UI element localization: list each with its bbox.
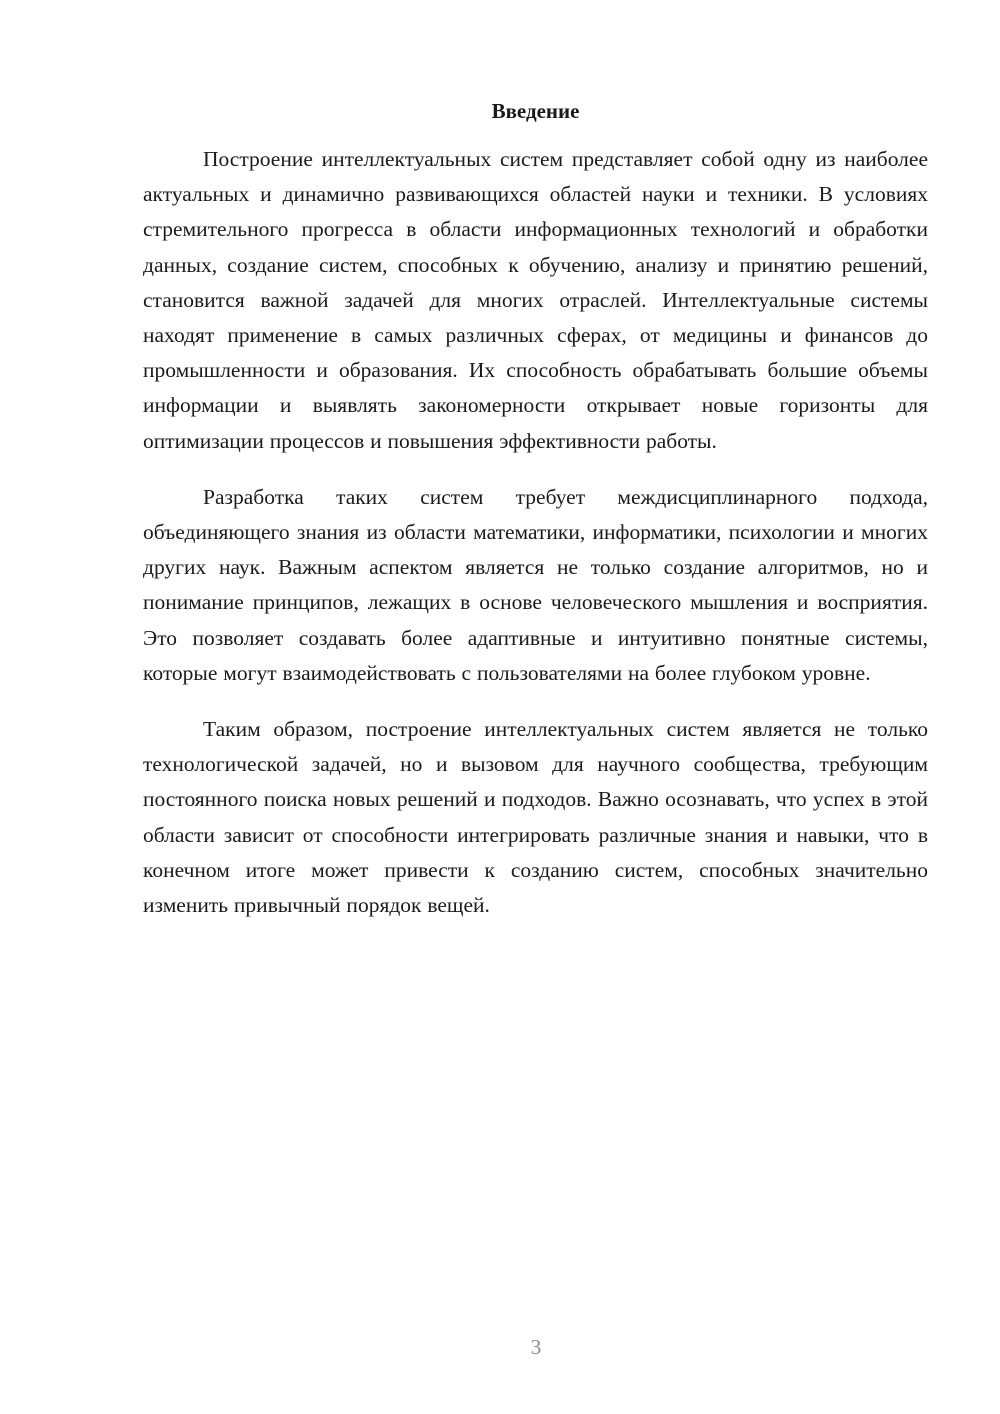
page-number: 3 (530, 1335, 542, 1359)
paragraph-1: Построение интеллектуальных систем представляет собой одну из наиболее актуальных и динамично развивающихся областей науки и техники. В условиях стремительного прогресса в области информационных технологий и обработки данных, создание систем, способных к обучению, анализу и принятию решений, становится важной задачей для многих отраслей. Интеллектуальные системы находят применение в самых различных сферах, от медицины и финансов до промышленности и образования. Их способность обрабатывать большие объемы информации и выявлять закономерности открывает новые горизонты для оптимизации процессов и повышения эффективности работы. (143, 147, 928, 453)
document-body (143, 142, 928, 923)
page-title: Введение (491, 99, 580, 123)
paragraph-2: Разработка таких систем требует междисциплинарного подхода, объединяющего знания из области математики, информатики, психологии и многих других наук. Важным аспектом является не только создание алгоритмов, но и понимание принципов, лежащих в основе человеческого мышления и восприятия. Это позволяет создавать более адаптивные и интуитивно понятные системы, которые могут взаимодействовать с пользователями на более глубоком уровне. (143, 484, 928, 685)
paragraph-3: Таким образом, построение интеллектуальных систем является не только технологической задачей, но и вызовом для научного сообщества, требующим постоянного поиска новых решений и подходов. Важно осознавать, что успех в этой области зависит от способности интегрировать различные знания и навыки, что в конечном итоге может привести к созданию систем, способных значительно изменить привычный порядок вещей. (143, 717, 928, 918)
